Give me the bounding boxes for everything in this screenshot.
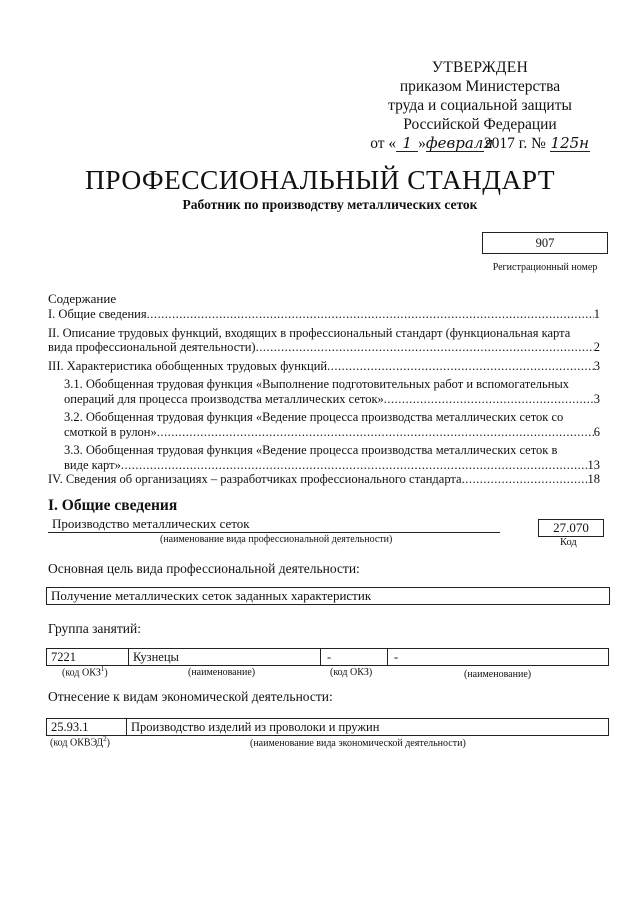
toc-item[interactable] (48, 410, 600, 439)
toc-item-page: 3 (593, 391, 600, 406)
toc-item-text: II. Описание трудовых функций, входящих в профессиональный стандарт (функциональная карта (48, 325, 571, 340)
occupation-name-cell: Кузнецы (129, 649, 321, 665)
section-title: I. Общие сведения (48, 497, 178, 514)
page-title: ПРОФЕССИОНАЛЬНЫЙ СТАНДАРТ (85, 164, 555, 195)
page-subtitle: Работник по производству металлических сеток (182, 197, 478, 212)
toc-item[interactable] (48, 377, 600, 406)
toc-item-text: 3.2. Обобщенная трудовая функция «Ведение процесса производства металлических сеток со (64, 410, 564, 424)
registration-number-label: Регистрационный номер (492, 262, 598, 273)
toc-item-text: I. Общие сведения (48, 307, 147, 321)
toc-item-text: IV. Сведения об организациях – разработчиках профессионального стандарта (48, 472, 462, 486)
toc-item-page: 6 (593, 424, 600, 439)
occupation-name-cell: - (394, 650, 399, 664)
approval-line: Российской Федерации (403, 116, 557, 133)
approval-date-line (360, 134, 600, 153)
toc-item-text: вида профессиональной деятельности) (48, 340, 256, 354)
toc-item-text: III. Характеристика обобщенных трудовых функций (48, 358, 328, 373)
date-prefix: от « (370, 135, 397, 152)
okz-code-caption: (код ОКЗ$^1$) (62, 665, 108, 679)
order-number-handwritten: 125н (550, 134, 590, 152)
activity-name-caption: (наименование вида профессиональной деятельности) (160, 534, 393, 545)
approval-block (360, 58, 600, 153)
group-label: Группа занятий: (48, 621, 141, 636)
table-of-contents (48, 307, 600, 487)
toc-item-text: 3.1. Обобщенная трудовая функция «Выполнение подготовительных работ и вспомогательных (64, 377, 570, 391)
okz-code-cell: 7221 (47, 649, 129, 665)
date-day-handwritten: 1 (396, 135, 418, 152)
activity-name-field: Производство металлических сеток (48, 516, 500, 533)
toc-item-page: 1 (593, 307, 600, 321)
toc-item-page: 3 (593, 358, 600, 373)
activity-code-box: 27.070 (538, 519, 604, 537)
okved-code-cell: 25.93.1 (47, 719, 127, 735)
toc-item[interactable] (48, 359, 600, 374)
okved-name-caption: (наименование вида экономической деятельности) (250, 738, 466, 749)
contents-title: Содержание (48, 291, 117, 306)
okz-code-caption: (код ОКЗ) (330, 667, 373, 678)
toc-item-text: смоткой в рулон» (64, 424, 157, 439)
toc-item-page: 2 (593, 340, 600, 354)
toc-item-text: операций для процесса производства металлических сеток» (64, 391, 384, 406)
approval-line: приказом Министерства (399, 78, 561, 95)
toc-item-page: 13 (587, 457, 600, 472)
occupation-group-table (46, 648, 609, 666)
date-mid: » (418, 135, 426, 152)
okz-code-cell: - (321, 649, 388, 665)
toc-item[interactable] (48, 472, 600, 487)
toc-item[interactable] (48, 443, 600, 472)
activity-code-caption: Код (560, 537, 577, 548)
registration-number-box: 907 (482, 232, 608, 254)
date-month-handwritten: февраля (425, 134, 494, 152)
toc-item[interactable] (48, 307, 600, 322)
toc-item-text: виде карт» (64, 457, 121, 472)
goal-value-box: Получение металлических сеток заданных характеристик (46, 587, 610, 605)
econ-activity-table (46, 718, 609, 736)
okved-code-caption: (код ОКВЭД$^2$) (50, 735, 110, 749)
date-year: 2017 г. № (483, 135, 546, 152)
toc-item[interactable] (48, 326, 600, 355)
occupation-name-caption: (наименование) (188, 667, 256, 678)
toc-item-page: 18 (587, 472, 600, 486)
approval-heading: УТВЕРЖДЕН (431, 59, 529, 76)
goal-label: Основная цель вида профессиональной деятельности: (48, 561, 360, 576)
approval-line: труда и социальной защиты (388, 97, 572, 114)
econ-activity-label: Отнесение к видам экономической деятельности: (48, 689, 333, 704)
okved-name-cell: Производство изделий из проволоки и пружин (131, 720, 380, 734)
occupation-name-caption: (наименование) (464, 669, 532, 680)
toc-item-text: 3.3. Обобщенная трудовая функция «Ведение процесса производства металлических сеток в (64, 443, 558, 457)
